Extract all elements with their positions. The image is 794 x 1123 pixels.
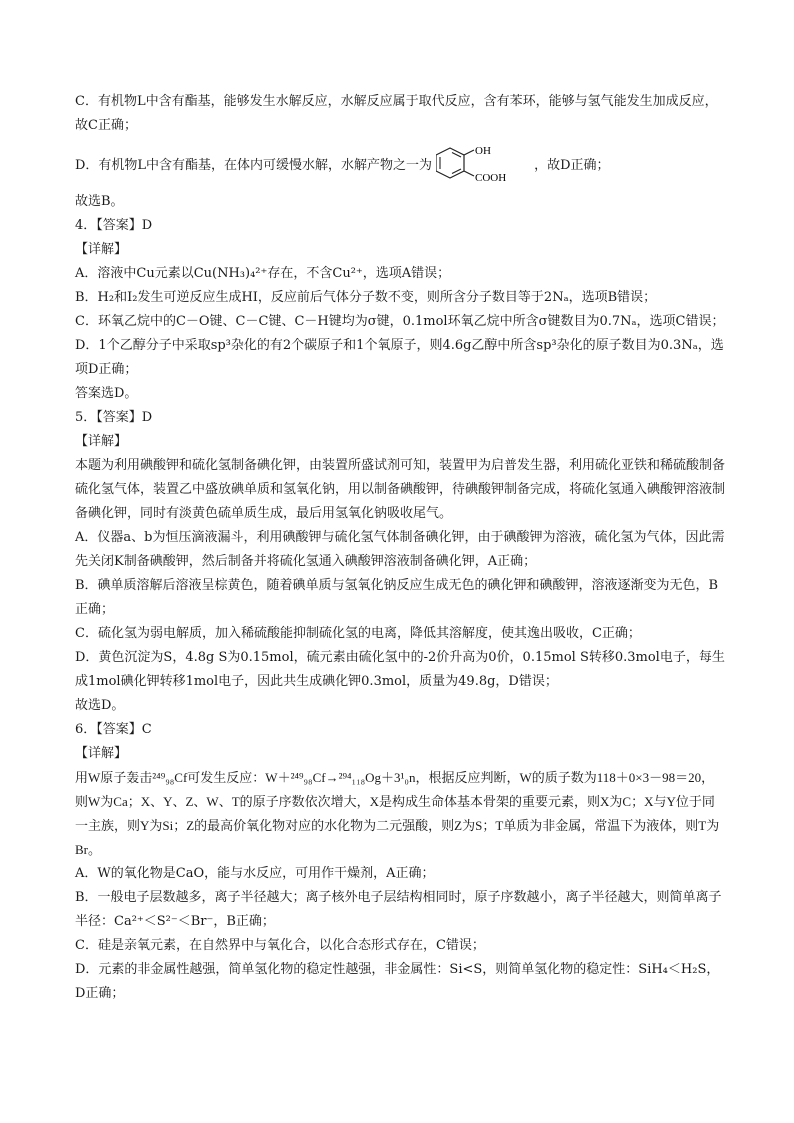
q5-option-d: D．黄色沉淀为S，4.8g S为0.15mol，硫元素由硫化氢中的-2价升高为0价，0.15mol S转移0.3mol电子，每生成1mol碘化钾转移1mol电子，因此共生成碘化钾0.3mol，质量为49.8g，D错误； xyxy=(75,650,725,689)
q3-option-d-prefix: D．有机物L中含有酯基，在体内可缓慢水解，水解产物之一为 xyxy=(75,158,433,173)
q5-conclusion: 故选D。 xyxy=(75,698,125,713)
q4-conclusion: 答案选D。 xyxy=(75,386,138,401)
q4-option-b: B．H₂和I₂发生可逆反应生成HI，反应前后气体分子数不变，则所含分子数目等于2Nₐ，选项B错误； xyxy=(75,290,657,305)
q4-option-d: D．1个乙醇分子中采取sp³杂化的有2个碳原子和1个氧原子，则4.6g乙醇中所含sp³杂化的原子数目为0.3Nₐ，选项D正确； xyxy=(75,338,724,377)
q6-answer-heading: 6．【答案】C xyxy=(75,722,152,737)
q4-detail-label: 【详解】 xyxy=(75,242,128,257)
q6-intro: 用W原子轰击²⁴⁹₉₈Cf可发生反应：W＋²⁴⁹₉₈Cf→²⁹⁴₁₁₈Og＋3¹₀n，根据反应判断，W的质子数为118＋0×3－98＝20，则W为Ca；X、Y、Z、W、T的原子序数依次增大，X是构成生命体基本骨架的重要元素，则X为C；X与Y位于同一主族，则Y为Si；Z的最高价氧化物对应的水化物为二元强酸，则Z为S；T单质为非金属，常温下为液体，则T为Br。 xyxy=(75,770,720,857)
q6-detail-label: 【详解】 xyxy=(75,746,128,761)
q5-option-a: A．仪器a、b为恒压滴液漏斗，利用碘酸钾与硫化氢气体制备碘化钾，由于碘酸钾为溶液，硫化氢为气体，因此需先关闭K制备碘酸钾，然后制备并将硫化氢通入碘酸钾溶液制备碘化钾，A正确； xyxy=(75,530,725,569)
q4-option-c: C．环氧乙烷中的C－O键、C－C键、C－H键均为σ键，0.1mol环氧乙烷中所含σ键数目为0.7Nₐ，选项C错误； xyxy=(75,314,725,329)
q6-option-a: A．W的氧化物是CaO，能与水反应，可用作干燥剂，A正确； xyxy=(75,866,435,881)
q3-option-d-suffix: ，故D正确； xyxy=(534,158,610,173)
mol-cooh-label: COOH xyxy=(475,171,507,184)
q5-answer-heading: 5．【答案】D xyxy=(75,410,153,425)
mol-oh-label: OH xyxy=(475,144,491,157)
q4-answer-heading: 4．【答案】D xyxy=(75,218,153,233)
q5-detail-label: 【详解】 xyxy=(75,434,128,449)
q3-conclusion: 故选B。 xyxy=(75,194,124,209)
salicylic-acid-structure xyxy=(436,144,530,188)
q5-intro: 本题为利用碘酸钾和硫化氢制备碘化钾，由装置所盛试剂可知，装置甲为启普发生器，利用硫化亚铁和稀硫酸制备硫化氢气体，装置乙中盛放碘单质和氢氧化钠，用以制备碘酸钾，待碘酸钾制备完成，将硫化氢通入碘酸钾溶液制备碘化钾，同时有淡黄色硫单质生成，最后用氢氧化钠吸收尾气。 xyxy=(75,458,726,521)
q6-option-c: C．硅是亲氧元素，在自然界中与氧化合，以化合态形式存在，C错误； xyxy=(75,938,485,953)
q5-option-b: B．碘单质溶解后溶液呈棕黄色，随着碘单质与氢氧化钠反应生成无色的碘化钾和碘酸钾，溶液逐渐变为无色，B正确； xyxy=(75,578,719,617)
q6-option-d: D．元素的非金属性越强，简单氢化物的稳定性越强，非金属性：Si<S，则简单氢化物的稳定性：SiH₄＜H₂S，D正确； xyxy=(75,962,720,1001)
document-page xyxy=(75,90,725,1006)
q3-option-d xyxy=(75,142,725,190)
q5-option-c: C．硫化氢为弱电解质，加入稀硫酸能抑制硫化氢的电离，降低其溶解度，使其逸出吸收，C正确； xyxy=(75,626,641,641)
q4-option-a: A．溶液中Cu元素以Cu(NH₃)₄²⁺存在，不含Cu²⁺，选项A错误； xyxy=(75,266,451,281)
q6-option-b: B．一般电子层数越多，离子半径越大；离子核外电子层结构相同时，原子序数越小，离子半径越大，则简单离子半径：Ca²⁺＜S²⁻＜Br⁻，B正确； xyxy=(75,890,722,929)
q3-option-c: C．有机物L中含有酯基，能够发生水解反应，水解反应属于取代反应，含有苯环，能够与氢气能发生加成反应，故C正确； xyxy=(75,94,718,133)
